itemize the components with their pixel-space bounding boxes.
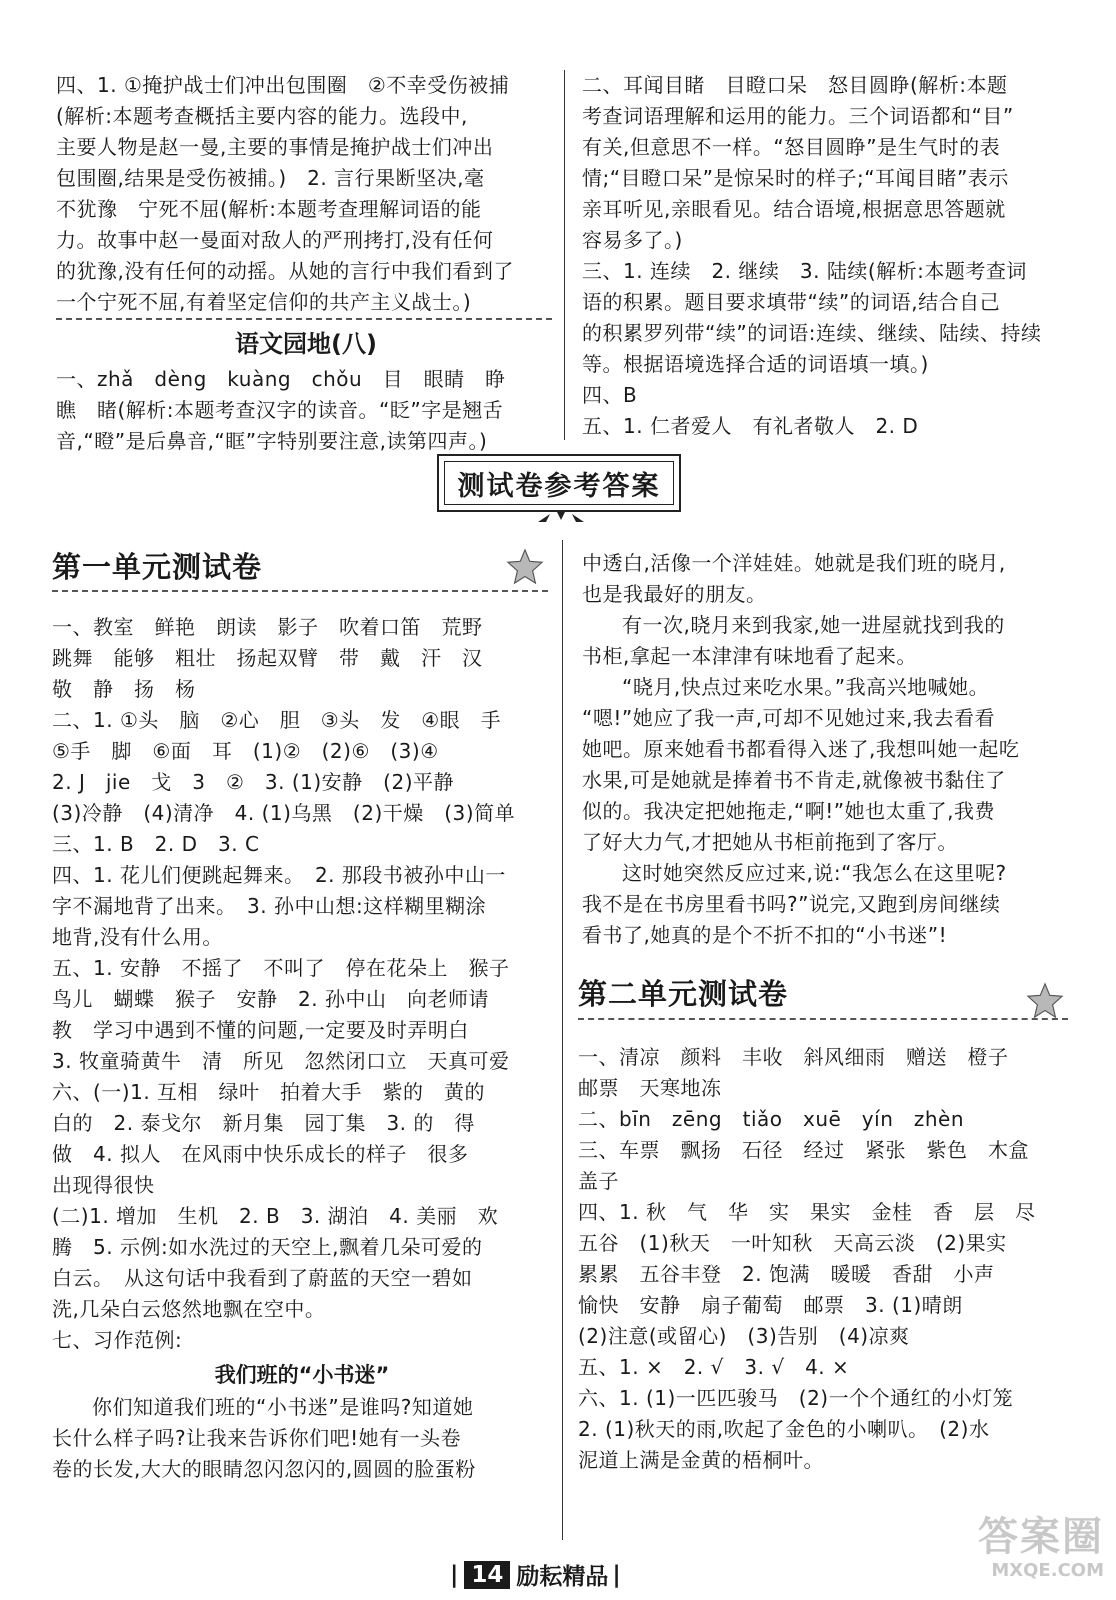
answer-lines <box>56 70 556 318</box>
answer-lines <box>578 1042 1078 1476</box>
star-icon <box>1026 982 1064 1020</box>
essay-lines <box>582 548 1082 951</box>
text-line: 似的。我决定把她拖走,“啊!”她也太重了,我费 <box>582 799 995 823</box>
text-line: 邮票 天寒地冻 <box>578 1076 722 1100</box>
text-line: (2)注意(或留心) (3)告别 (4)凉爽 <box>578 1324 910 1348</box>
unit1-body <box>52 612 552 1485</box>
text-line: 卷的长发,大大的眼睛忽闪忽闪的,圆圆的脸蛋粉 <box>52 1457 476 1481</box>
text-line: 包围圈,结果是受伤被捕。) 2. 言行果断坚决,毫 <box>56 166 485 190</box>
text-line: 你们知道我们班的“小书迷”是谁吗?知道她 <box>92 1395 474 1419</box>
text-line: 力。故事中赵一曼面对敌人的严刑拷打,没有任何 <box>56 228 494 252</box>
text-line: 中透白,活像一个洋娃娃。她就是我们班的晓月, <box>582 551 1006 575</box>
star-icon <box>506 548 544 586</box>
text-line: 看书了,她真的是个不折不扣的“小书迷”! <box>582 923 948 947</box>
essay-paragraph <box>52 1392 552 1485</box>
text-line: 有关,但意思不一样。“怒目圆睁”是生气时的表 <box>582 135 1001 159</box>
text-line: 有一次,晓月来到我家,她一进屋就找到我的 <box>622 613 1005 637</box>
text-line: 书柜,拿起一本津津有味地看了起来。 <box>582 644 917 668</box>
text-line: 白的 2. 泰戈尔 新月集 园丁集 3. 的 得 <box>52 1111 475 1135</box>
text-line: 考查词语理解和运用的能力。三个词语都和“目” <box>582 104 1014 128</box>
subtitle-yuwen-yuandi: 语文园地(八) <box>235 330 377 358</box>
text-line: 音,“瞪”是后鼻音,“眶”字特别要注意,读第四声。) <box>56 429 488 453</box>
page-number: 14 <box>464 1561 510 1589</box>
text-line: 情;“目瞪口呆”是惊呆时的样子;“耳闻目睹”表示 <box>582 166 1009 190</box>
text-line: 也是我最好的朋友。 <box>582 582 767 606</box>
text-line: 长什么样子吗?让我来告诉你们吧!她有一头卷 <box>52 1426 462 1450</box>
text-line: 三、1. 连续 2. 继续 3. 陆续(解析:本题考查词 <box>582 259 1027 283</box>
page-footer <box>450 1558 621 1591</box>
watermark <box>978 1514 1104 1582</box>
text-line: 五、1. 安静 不摇了 不叫了 停在花朵上 猴子 <box>52 956 510 980</box>
text-line: 瞧 睹(解析:本题考查汉字的读音。“眨”字是翘舌 <box>56 398 504 422</box>
text-line: 一、教室 鲜艳 朗读 影子 吹着口笛 荒野 <box>52 615 483 639</box>
text-line: 我不是在书房里看书吗?”说完,又跑到房间继续 <box>582 892 1001 916</box>
text-line: 一、zhǎ dèng kuàng chǒu 目 眼睛 睁 <box>56 367 506 391</box>
answer-lines <box>52 612 552 1356</box>
watermark-text: 答案圈 <box>978 1514 1104 1560</box>
text-line: 2. (1)秋天的雨,吹起了金色的小喇叭。 (2)水 <box>578 1417 990 1441</box>
text-line: 鸟儿 蝴蝶 猴子 安静 2. 孙中山 向老师请 <box>52 987 489 1011</box>
text-line: 的犹豫,没有任何的动摇。从她的言行中我们看到了 <box>56 259 514 283</box>
text-line: 累累 五谷丰登 2. 饱满 暖暖 香甜 小声 <box>578 1262 995 1286</box>
text-line: 一、清凉 颜料 丰收 斜风细雨 赠送 橙子 <box>578 1045 1009 1069</box>
text-line: 五、1. 仁者爱人 有礼者敬人 2. D <box>582 414 919 438</box>
text-line: 四、1. 秋 气 华 实 果实 金桂 香 层 尽 <box>578 1200 1036 1224</box>
text-line: 二、bīn zēng tiǎo xuē yín zhèn <box>578 1107 965 1131</box>
text-line: 腾 5. 示例:如水洗过的天空上,飘着几朵可爱的 <box>52 1235 483 1259</box>
unit2-title-underline <box>578 1018 1068 1020</box>
text-line: “嗯!”她应了我一声,可却不见她过来,我去看看 <box>582 706 995 730</box>
text-line: 2. J jie 戈 3 ② 3. (1)安静 (2)平静 <box>52 770 455 794</box>
top-right-column <box>582 70 1082 442</box>
text-line: 做 4. 拟人 在风雨中快乐成长的样子 很多 <box>52 1142 469 1166</box>
text-line: 愉快 安静 扇子葡萄 邮票 3. (1)晴朗 <box>578 1293 963 1317</box>
text-line: 字不漏地背了出来。 3. 孙中山想:这样糊里糊涂 <box>52 894 487 918</box>
text-line: 这时她突然反应过来,说:“我怎么在这里呢? <box>622 861 1007 885</box>
text-line: 盖子 <box>578 1169 619 1193</box>
section-divider <box>56 318 552 320</box>
unit2-title: 第二单元测试卷 <box>578 977 789 1011</box>
top-left-column <box>56 70 556 318</box>
brand-name: 励耘精品 <box>516 1564 609 1590</box>
text-line: 敬 静 扬 杨 <box>52 677 196 701</box>
text-line: 白云。 从这句话中我看到了蔚蓝的天空一碧如 <box>52 1266 473 1290</box>
top-left-column-2 <box>56 324 556 457</box>
text-line: “晓月,快点过来吃水果。”我高兴地喊她。 <box>622 675 990 699</box>
text-line: (二)1. 增加 生机 2. B 3. 湖泊 4. 美丽 欢 <box>52 1204 499 1228</box>
answer-lines <box>56 364 556 457</box>
text-line: 六、(一)1. 互相 绿叶 拍着大手 紫的 黄的 <box>52 1080 486 1104</box>
text-line: 洗,几朵白云悠然地飘在空中。 <box>52 1297 326 1321</box>
text-line: 四、1. 花儿们便跳起舞来。 2. 那段书被孙中山一 <box>52 863 506 887</box>
text-line: 二、1. ①头 脑 ②心 胆 ③头 发 ④眼 手 <box>52 708 502 732</box>
text-line: 跳舞 能够 粗壮 扬起双臂 带 戴 汗 汉 <box>52 646 483 670</box>
text-line: 地背,没有什么用。 <box>52 925 223 949</box>
text-line: 的积累罗列带“续”的词语:连续、继续、陆续、持续 <box>582 321 1042 345</box>
text-line: 七、习作范例: <box>52 1328 183 1352</box>
text-line: 水果,可是她就是捧着书不肯走,就像被书黏住了 <box>582 768 1006 792</box>
text-line: 一个宁死不屈,有着坚定信仰的共产主义战士。) <box>56 290 472 314</box>
text-line: 不犹豫 宁死不屈(解析:本题考查理解词语的能 <box>56 197 482 221</box>
text-line: 四、1. ①掩护战士们冲出包围圈 ②不幸受伤被捕 <box>56 73 510 97</box>
text-line: 四、B <box>582 383 638 407</box>
text-line: 容易多了。) <box>582 228 683 252</box>
answer-lines <box>582 70 1082 442</box>
unit1-title: 第一单元测试卷 <box>52 550 263 584</box>
text-line: ⑤手 脚 ⑥面 耳 (1)② (2)⑥ (3)④ <box>52 739 439 763</box>
unit1-title-underline <box>52 590 548 592</box>
column-divider-top <box>564 70 565 440</box>
text-line: 泥道上满是金黄的梧桐叶。 <box>578 1448 824 1472</box>
text-line: 出现得很快 <box>52 1173 155 1197</box>
text-line: 主要人物是赵一曼,主要的事情是掩护战士们冲出 <box>56 135 494 159</box>
unit2-body <box>578 1042 1078 1476</box>
text-line: 3. 牧童骑黄牛 清 所见 忽然闭口立 天真可爱 <box>52 1049 510 1073</box>
unit1-essay-continuation <box>582 548 1082 951</box>
footer-bar-left: | <box>450 1561 459 1588</box>
text-line: 了好大力气,才把她从书柜前拖到了客厅。 <box>582 830 958 854</box>
text-line: 三、车票 飘扬 石径 经过 紧张 紫色 木盒 <box>578 1138 1029 1162</box>
answers-banner <box>437 454 681 512</box>
text-line: 二、耳闻目睹 目瞪口呆 怒目圆睁(解析:本题 <box>582 73 1008 97</box>
text-line: (3)冷静 (4)清净 4. (1)乌黑 (2)干燥 (3)简单 <box>52 801 516 825</box>
text-line: 五谷 (1)秋天 一叶知秋 天高云淡 (2)果实 <box>578 1231 1007 1255</box>
banner-ornament-icon <box>536 510 586 524</box>
text-line: 三、1. B 2. D 3. C <box>52 832 260 856</box>
text-line: 五、1. × 2. √ 3. √ 4. × <box>578 1355 850 1379</box>
text-line: 她吧。原来她看书都看得入迷了,我想叫她一起吃 <box>582 737 1020 761</box>
banner-title: 测试卷参考答案 <box>444 461 674 505</box>
text-line: (解析:本题考查概括主要内容的能力。选段中, <box>56 104 468 128</box>
text-line: 六、1. (1)一匹匹骏马 (2)一个个通红的小灯笼 <box>578 1386 1014 1410</box>
text-line: 教 学习中遇到不懂的问题,一定要及时弄明白 <box>52 1018 469 1042</box>
essay-title: 我们班的“小书迷” <box>214 1363 390 1387</box>
text-line: 亲耳听见,亲眼看见。结合语境,根据意思答题就 <box>582 197 1006 221</box>
watermark-url: MXQE.COM <box>991 1560 1104 1581</box>
footer-bar-right: | <box>612 1561 621 1588</box>
text-line: 等。根据语境选择合适的词语填一填。) <box>582 352 929 376</box>
column-divider-bottom <box>562 540 563 1540</box>
text-line: 语的积累。题目要求填带“续”的词语,结合自己 <box>582 290 1001 314</box>
